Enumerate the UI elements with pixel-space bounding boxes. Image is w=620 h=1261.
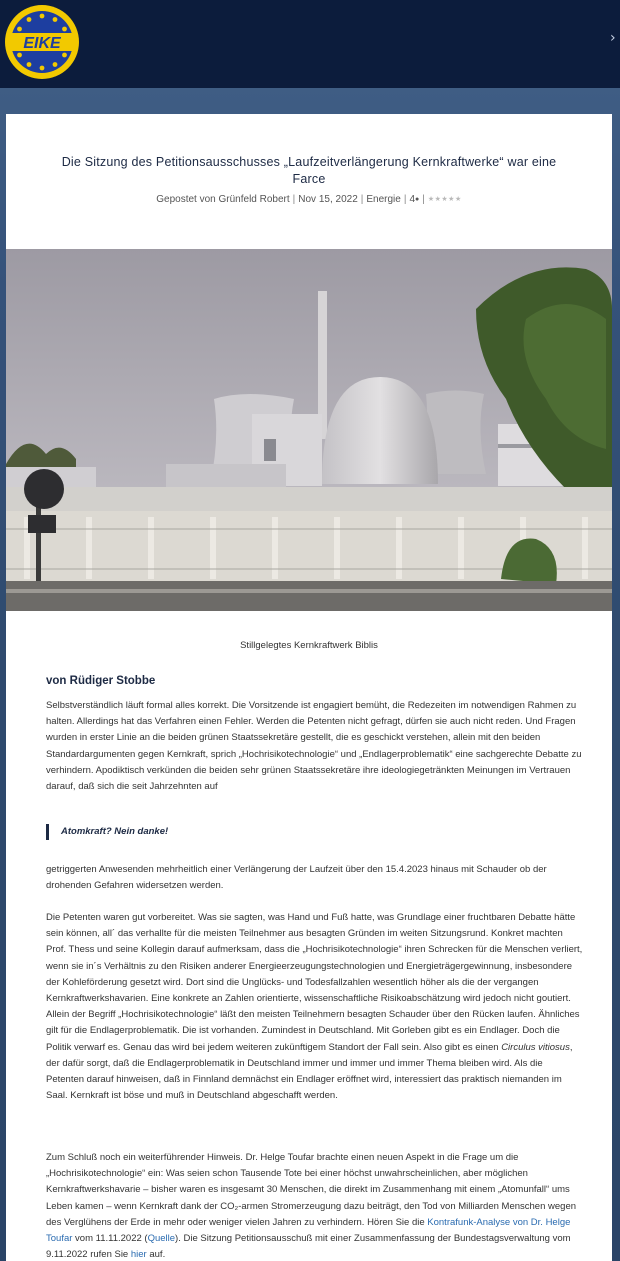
article-card bbox=[6, 114, 612, 1261]
comment-bubble-icon: ● bbox=[415, 196, 420, 203]
paragraph-4 bbox=[46, 1150, 583, 1261]
paragraph-3-text-b: , der dafür sorgt, daß die Endlagerproblematik in Deutschland immer und immer und immer Thema bleiben wird. Als die Petenten darauf hinweisen, daß in Finnland demnächst ein Endlager eröffnet wird, interessiert das praktisch niemanden im Saal. Kernkraft ist böse und muß in Deutschland abgeschafft werden. bbox=[46, 1041, 573, 1102]
paragraph-2: getriggerten Anwesenden mehrheitlich einer Verlängerung der Laufzeit über den 15.4.2023 hinaus mit Schauder ob der drohenden Gefahren widersetzen werden. bbox=[46, 864, 547, 892]
meta-prefix: Gepostet von bbox=[156, 194, 216, 205]
hero-image bbox=[6, 249, 612, 611]
image-caption: Stillgelegtes Kernkraftwerk Biblis bbox=[240, 640, 378, 651]
site-header bbox=[0, 0, 620, 88]
pull-quote: Atomkraft? Nein danke! bbox=[46, 824, 168, 840]
comments-link[interactable] bbox=[409, 194, 419, 205]
kontrafunk-link[interactable]: Kontrafunk-Analyse von Dr. Helge Toufar bbox=[46, 1216, 571, 1245]
star-rating-icon[interactable]: ★★★★★ bbox=[427, 196, 462, 203]
source-link[interactable]: Quelle bbox=[147, 1233, 176, 1245]
article-byline: von Rüdiger Stobbe bbox=[46, 675, 156, 687]
here-link[interactable]: hier bbox=[130, 1249, 147, 1261]
paragraph-3-text-a: Die Petenten waren gut vorbereitet. Was sie sagten, was Hand und Fuß hatte, was Grundlage einer fruchtbaren Debatte hätte sein können, all´ das verhallte für die meisten Teilnehmer aus besagten Gründen im weiten Sitzungsrund. Konkret machten Prof. Thess und seine Kollegin darauf aufmerksam, dass die „Hochrisikotechnologie“ ihren Schrecken für die Menschen verliert, wenn sie in´s Verhältnis zu den Risiken anderer Energieerzeugungstechnologien und Energieträgergewinnung, insbesondere der Kohleförderung gesetzt wird. Dort sind die Unglücks- und Todesfallzahlen wesentlich höher als die der vergangen Kernkraftwerkshavarien. Eine konkrete an Zahlen orientierte, wissenschaftliche Risikoabschätzung wird jedoch nicht goutiert. Allein der Begriff „Hochrisikotechnologie“ läßt den meisten Teilnehmern besagten Schauder über den Rücken laufen. Ähnliches gilt für die Endlagerproblematik. Die ist vorhanden. Zumindest in Deutschland. Mit Gorleben gibt es ein Endlager. Doch die Politik verwarf es. Genau das wird bei jedem weiteren zukünftigem Standort der Fall sein. Also gibt es einen bbox=[46, 912, 583, 1053]
paragraph-4-text-b: vom 11.11.2022 ( bbox=[75, 1233, 148, 1245]
article-title: Die Sitzung des Petitionsausschusses „Laufzeitverlängerung Kernkraftwerke“ war eine Farce bbox=[61, 155, 557, 186]
paragraph-4-text-a: Zum Schluß noch ein weiterführender Hinweis. Dr. Helge Toufar brachte einen neuen Aspekt in die Frage um die „Hochrisikotechnologie“ ein: Was seien schon Tausende Tote bei einer höchst unwahrscheinlichen, aber möglichen Kernkraftwerkshavarie – bisher waren es insgesamt 30 Menschen, die direkt im Zusammenhang mit einem „Atomunfall“ ums Leben kamen – wenn Kernkraft dank der CO₂-armen Stromerzeugung dazu beiträgt, den Tod von Milliarden Menschen wegen des Verglühens der Erde in mehr oder weniger vielen Jahren zu verhindern. Hören Sie die bbox=[46, 1152, 577, 1228]
post-date: Nov 15, 2022 bbox=[298, 194, 358, 205]
paragraph-4-text-c: ). Die Sitzung Petitionsausschuß mit einer Zusammenfassung der Bundestagsverwaltung vom 9.11.2022 rufen Sie bbox=[46, 1233, 571, 1261]
chevron-right-icon[interactable]: › bbox=[610, 30, 616, 46]
article-meta: Gepostet von Grünfeld Robert | Nov 15, 2022 | Energie | 4● | ★★★★★ bbox=[156, 194, 462, 205]
logo-text: EIKE bbox=[23, 35, 61, 52]
eike-logo[interactable] bbox=[4, 4, 80, 80]
paragraph-4-text-d: auf. bbox=[149, 1249, 166, 1261]
paragraph-3 bbox=[46, 910, 583, 1104]
paragraph-3-italic: Circulus vitiosus bbox=[501, 1041, 570, 1053]
author-link[interactable]: Grünfeld Robert bbox=[218, 194, 290, 205]
category-link[interactable]: Energie bbox=[366, 194, 401, 205]
paragraph-1: Selbstverständlich läuft formal alles korrekt. Die Vorsitzende ist engagiert bemüht, die Redezeiten im notwendigen Rahmen zu halten. Allerdings hat das Verfahren einen Fehler. Werden die Petenten nicht gefragt, dürfen sie auch nicht reden. Und Fragen wurden in erster Linie an die beiden grünen Staatssekretäre gestellt, die es geschickt verstehen, allein mit den beiden Standardargumenten gegen Kernkraft, sprich „Hochrisikotechnologie“ und „Endlagerproblematik“ eine sachgerechte Debatte zu verhindern. Apodiktisch verkünden die beiden sehr grünen Staatssekretäre ihre ideologiegetränkten Meinungen im Vertrauen darauf, daß sich die seit Jahrzehnten auf bbox=[46, 700, 582, 793]
comment-count: 4 bbox=[409, 194, 416, 205]
